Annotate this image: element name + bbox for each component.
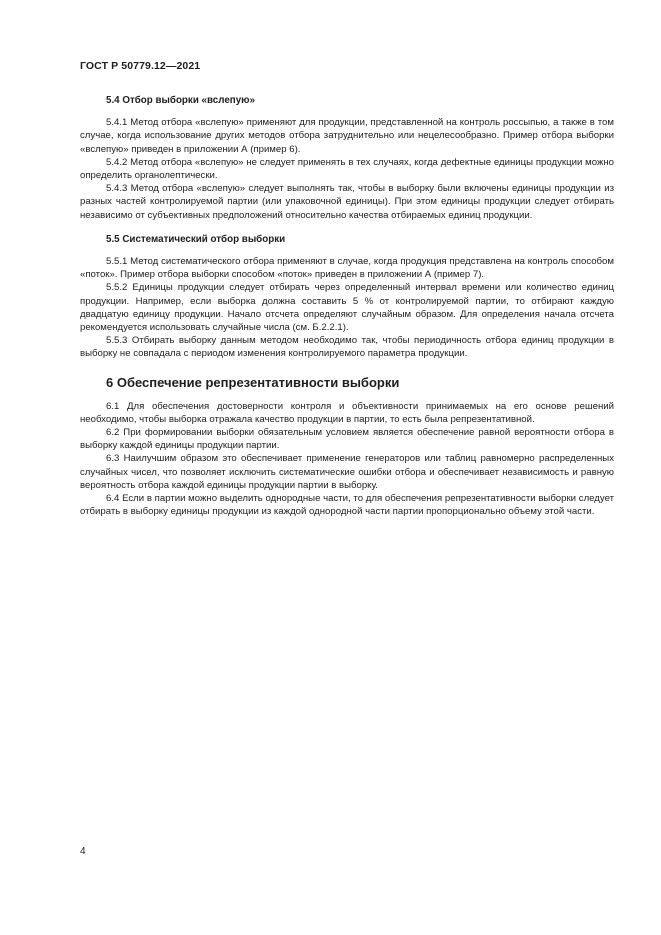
document-body bbox=[80, 94, 614, 529]
paragraph: 5.4.1 Метод отбора «вслепую» применяют для продукции, представленной на контроль россыпью, а также в том случае, когда использование других методов отбора затруднительно или нецелесообразно. Пример отбора выборки «вслепую» приведен в приложении А (пример 6). bbox=[80, 117, 614, 155]
paragraph: 6.2 При формировании выборки обязательным условием является обеспечение равной вероятности отбора в выборку каждой единицы продукции партии. bbox=[80, 427, 614, 452]
paragraph: 5.5.2 Единицы продукции следует отбирать через определенный интервал времени или количество единиц продукции. Например, если выборка должна составить 5 % от контролируемой партии, то отбирают каждую двадцатую единицу продукции. Начало отсчета определяют случайным образом. Для определения начала отсчета рекомендуется использовать случайные числа (см. Б.2.2.1). bbox=[80, 282, 614, 334]
paragraph: 6.1 Для обеспечения достоверности контроля и объективности принимаемых на его основе решений необходимо, чтобы выборка отражала качество продукции в партии, то есть была репрезентативной. bbox=[80, 400, 614, 425]
section-heading: 5.5 Систематический отбор выборки bbox=[106, 233, 286, 245]
paragraph: 6.3 Наилучшим образом это обеспечивает применение генераторов или таблиц равномерно распределенных случайных чисел, что позволяет исключить систематические ошибки отбора и обеспечивает независимость и равную вероятность отбора каждой единицы продукции партии в выборку. bbox=[80, 453, 614, 491]
chapter-heading: 6 Обеспечение репрезентативности выборки bbox=[106, 374, 400, 390]
section-5-5 bbox=[80, 233, 614, 361]
paragraph: 5.4.2 Метод отбора «вслепую» не следует применять в тех случаях, когда дефектные единицы продукции можно определить органолептически. bbox=[80, 156, 614, 182]
document-header: ГОСТ Р 50779.12—2021 bbox=[80, 60, 201, 72]
section-6 bbox=[80, 375, 614, 519]
page-number: 4 bbox=[80, 846, 86, 857]
paragraph: 5.4.3 Метод отбора «вслепую» следует выполнять так, чтобы в выборку были включены единицы продукции из разных частей контролируемой партии (или упаковочной единицы). При этом единицы продукции следует отбирать независимо от субъективных предположений относительно качества отбираемых единиц продукции. bbox=[80, 183, 614, 221]
section-heading: 5.4 Отбор выборки «вслепую» bbox=[106, 95, 255, 106]
paragraph: 5.5.3 Отбирать выборку данным методом необходимо так, чтобы периодичность отбора единиц продукции в выборку не совпадала с периодом изменения контролируемого параметра продукции. bbox=[80, 335, 614, 360]
section-5-4 bbox=[80, 94, 614, 222]
paragraph: 5.5.1 Метод систематического отбора применяют в случае, когда продукция представлена на контроль способом «поток». Пример отбора выборки способом «поток» приведен в приложении А (пример 7). bbox=[80, 256, 614, 281]
paragraph: 6.4 Если в партии можно выделить однородные части, то для обеспечения репрезентативности выборки следует отбирать в выборку единицы продукции из каждой однородной части партии пропорционально объему этой части. bbox=[80, 493, 614, 518]
